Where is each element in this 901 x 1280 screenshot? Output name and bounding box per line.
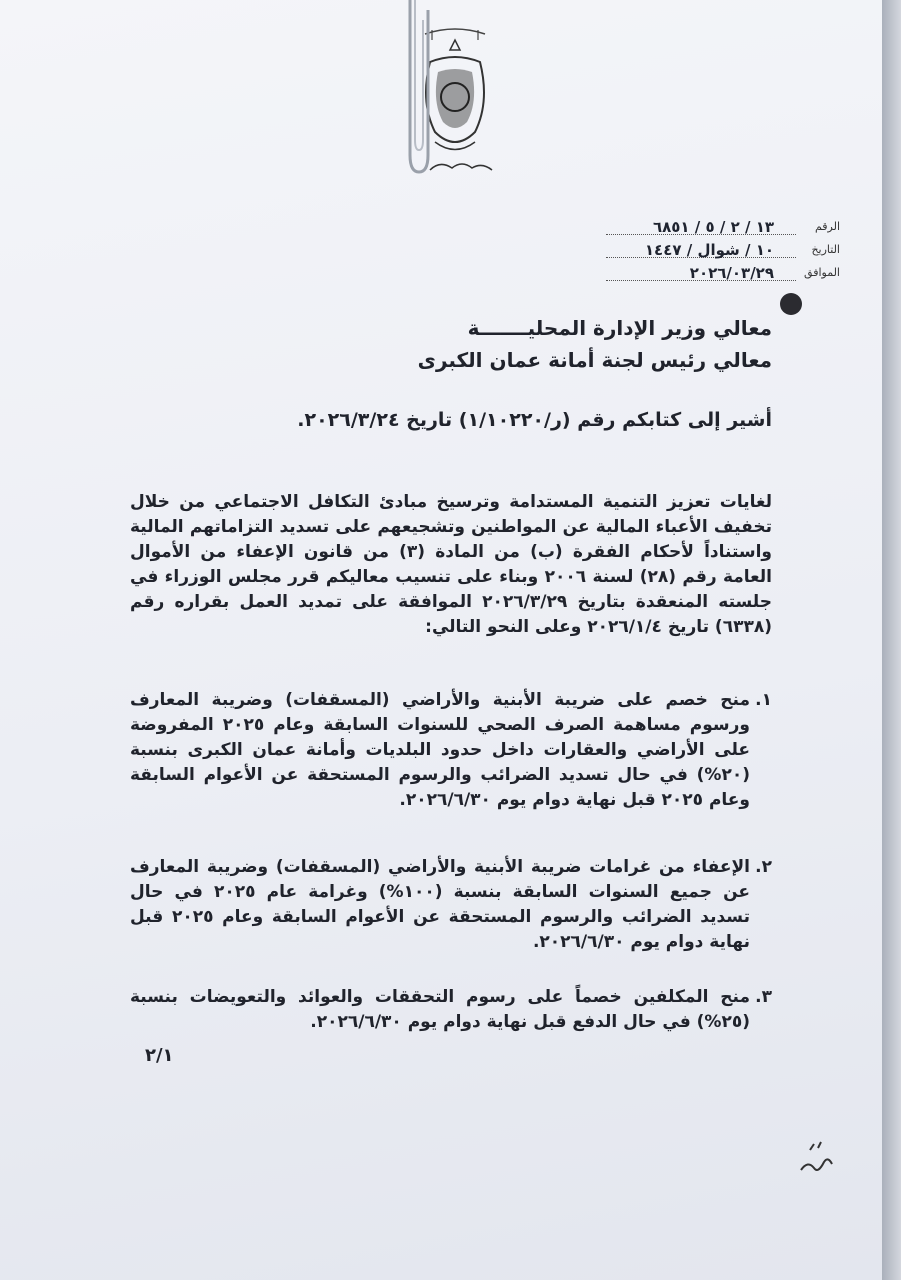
hijri-date-row [520,241,840,264]
addressee-committee-head: معالي رئيس لجنة أمانة عمان الكبرى [417,348,772,372]
hijri-date-value: ١٠ / شوال / ١٤٤٧ [644,241,774,259]
gregorian-date-row [520,264,840,287]
gregorian-date-value: ٢٠٢٦/٠٣/٢٩ [689,264,774,282]
item-number: ٢. [755,857,772,877]
reference-number-value: ١٣ / ٢ / ٥ / ٦٨٥١ [652,218,774,236]
decision-item [130,985,772,1035]
date-label: التاريخ [811,243,840,256]
item-text: منح المكلفين خصماً على رسوم التحققات والعوائد والتعويضات بنسبة (٢٥%) في حال الدفع قبل نهاية دوام يوم ٢٠٢٦/٦/٣٠. [130,987,750,1032]
item-text: منح خصم على ضريبة الأبنية والأراضي (المسقفات) وضريبة المعارف ورسوم مساهمة الصرف الصحي للسنوات السابقة وعام ٢٠٢٥ المفروضة على الأراضي والعقارات داخل حدود البلديات وأمانة عمان الكبرى بنسبة (٢٠%) في حال تسديد الضرائب والرسوم المستحقة عن الأعوام السابقة وعام ٢٠٢٥ قبل نهاية دوام يوم ٢٠٢٦/٦/٣٠. [130,690,750,810]
addressees [130,312,772,376]
reference-paragraph: أشير إلى كتابكم رقم (ر/١/١٠٢٢٠) تاريخ ٢٠٢٦/٣/٢٤. [297,409,772,431]
addressee-minister: معالي وزير الإدارة المحليـــــــة [467,316,772,340]
page-edge [882,0,901,1280]
decision-item [130,855,772,955]
intro-paragraph: لغايات تعزيز التنمية المستدامة وترسيخ مبادئ التكافل الاجتماعي من خلال تخفيف الأعباء المالية عن المواطنين وتشجيعهم على تسديد التزاماتهم المالية واستناداً لأحكام الفقرة (ب) من المادة (٣) من قانون الإعفاء من الأموال العامة رقم (٢٨) لسنة ٢٠٠٦ وبناء على تنسيب معاليكم قرر مجلس الوزراء في جلسته المنعقدة بتاريخ ٢٠٢٦/٣/٢٩ الموافقة على تمديد العمل بقراره رقم (٦٣٣٨) تاريخ ٢٠٢٦/١/٤ وعلى النحو التالي: [130,492,772,637]
paper-clip [402,0,432,180]
ink-dot [780,293,802,315]
item-number: ١. [755,690,772,710]
item-number: ٣. [755,987,772,1007]
reference-number-row [520,218,840,241]
corresponding-label: الموافق [804,266,840,279]
reference-number-label: الرقم [814,220,840,233]
handwritten-initials [796,1130,836,1180]
item-text: الإعفاء من غرامات ضريبة الأبنية والأراضي (المسقفات) وضريبة المعارف عن جميع السنوات السابقة بنسبة (١٠٠%) وغرامة عام ٢٠٢٥ في حال تسديد الضرائب والرسوم المستحقة عن الأعوام السابقة وعام ٢٠٢٥ قبل نهاية دوام يوم ٢٠٢٦/٦/٣٠. [130,857,750,952]
letter-metadata [520,218,840,287]
decision-item [130,688,772,813]
page-number: ٢/١ [145,1045,174,1066]
